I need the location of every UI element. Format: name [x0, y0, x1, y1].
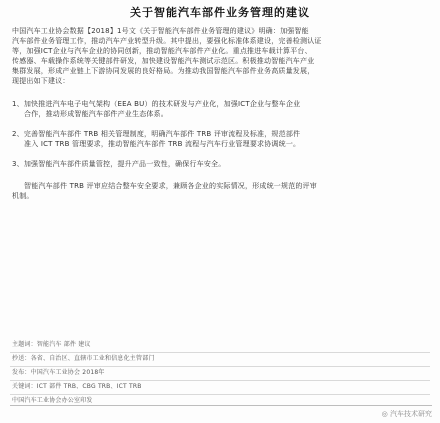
watermark-text: ◎ 汽车技术研究 [381, 410, 432, 418]
document-title: 关于智能汽车部件业务管理的建议 [130, 6, 310, 19]
footer-rule-3 [10, 380, 430, 381]
list-item-1-line-2: 合作，推动形成智能汽车部件产业生态体系。 [24, 110, 168, 118]
closing-line-2: 机制。 [12, 192, 34, 200]
paragraph-line-2: 汽车部件业务管理工作，推动汽车产业转型升级。其中提出，要强化标准体系建设，完善检测认证 [12, 37, 322, 45]
paragraph-line-1: 中国汽车工业协会数据【2018】1号文《关于智能汽车部件业务管理的建议》明确：加强智能 [12, 27, 309, 35]
footer-rule-2 [10, 366, 430, 367]
list-item-3: 3、加强智能汽车部件质量管控，提升产品一致性，确保行车安全。 [12, 160, 226, 168]
footer-row-4: 关键词：ICT 部件 TRB、CBG TRB、ICT TRB [12, 383, 142, 390]
footer-row-1: 主题词：智能汽车 部件 建议 [12, 341, 91, 348]
footer-row-3: 发布：中国汽车工业协会 2018年 [12, 369, 105, 376]
footer-rule-1 [10, 352, 430, 353]
list-item-2-line-2: 准入 ICT TRB 管理要求，推动智能汽车部件 TRB 流程与汽车行业管理要求协调统一。 [24, 140, 301, 148]
footer-rule-4 [10, 394, 430, 395]
list-item-2-line-1: 2、完善智能汽车部件 TRB 相关管理制度，明确汽车部件 TRB 评审流程及标准，规范部件 [12, 130, 301, 138]
footer-row-2: 抄送：各省、自治区、直辖市工业和信息化主管部门 [12, 355, 155, 362]
paragraph-line-3: 等，加强ICT企业与汽车企业的协同创新，推动智能汽车部件产业化。重点推进车载计算平台、 [12, 47, 312, 55]
page-bottom-divider [10, 405, 432, 406]
paragraph-line-4: 传感器、车载操作系统等关键部件研发，加快建设智能汽车测试示范区。积极推动智能汽车产业 [12, 57, 315, 65]
paragraph-line-5: 集群发展，形成产业链上下游协同发展的良好格局。为推动我国智能汽车部件业务高质量发展， [12, 67, 315, 75]
list-item-1-line-1: 1、加快推进汽车电子电气架构（EEA BU）的技术研发与产业化，加强ICT企业与整车企业 [12, 100, 301, 108]
closing-line-1: 智能汽车部件 TRB 评审应结合整车安全要求，兼顾各企业的实际情况，形成统一规范的评审 [24, 182, 317, 190]
paragraph-line-6: 现提出如下建议： [12, 77, 70, 85]
footer-row-5: 中国汽车工业协会办公室印发 [12, 397, 93, 404]
